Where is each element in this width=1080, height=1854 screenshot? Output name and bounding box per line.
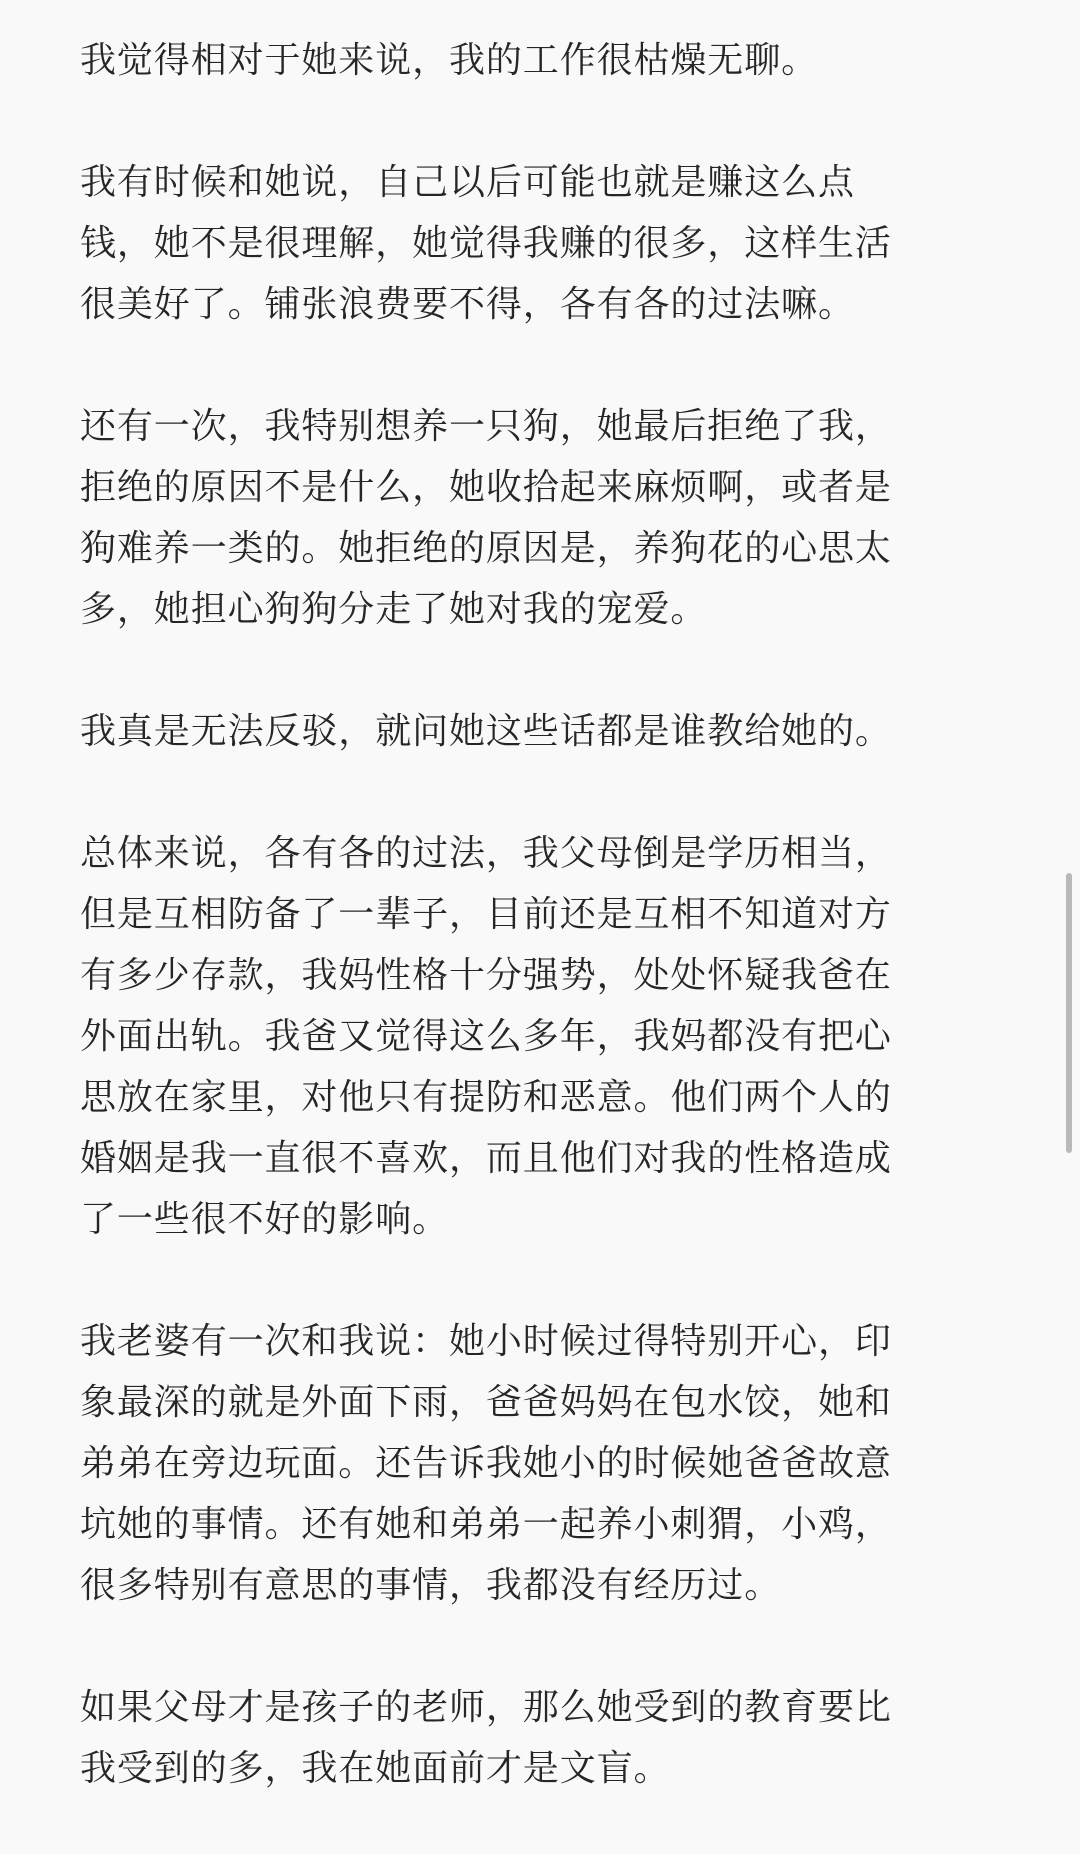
paragraph-earning-money: 我有时候和她说，自己以后可能也就是赚这么点 钱，她不是很理解，她觉得我赚的很多，这样生活 很美好了。铺张浪费要不得，各有各的过法嘛。 — [80, 162, 892, 325]
paragraph-dog: 还有一次，我特别想养一只狗，她最后拒绝了我， 拒绝的原因不是什么，她收拾起来麻烦啊，或者是 狗难养一类的。她拒绝的原因是，养狗花的心思太 多，她担心狗狗分走了她对我的宠爱。 — [80, 406, 892, 630]
scrollbar-thumb[interactable] — [1066, 873, 1072, 1153]
paragraph-wife-childhood: 我老婆有一次和我说：她小时候过得特别开心，印 象最深的就是外面下雨，爸爸妈妈在包水饺，她和 弟弟在旁边玩面。还告诉我她小的时候她爸爸故意 坑她的事情。还有她和弟弟一起养小刺猬，小鸡， 很多特别有意思的事情，我都没有经历过。 — [80, 1321, 892, 1606]
paragraph-work-boring: 我觉得相对于她来说，我的工作很枯燥无聊。 — [80, 40, 819, 81]
paragraph-parents-as-teachers: 如果父母才是孩子的老师，那么她受到的教育要比 我受到的多，我在她面前才是文盲。 — [80, 1687, 892, 1789]
article-body — [80, 30, 1010, 1799]
paragraph-cannot-refute: 我真是无法反驳，就问她这些话都是谁教给她的。 — [80, 711, 892, 752]
paragraph-parents: 总体来说，各有各的过法，我父母倒是学历相当， 但是互相防备了一辈子，目前还是互相不知道对方 有多少存款，我妈性格十分强势，处处怀疑我爸在 外面出轨。我爸又觉得这么多年，我妈都没有把心 思放在家里，对他只有提防和恶意。他们两个人的 婚姻是我一直很不喜欢，而且他们对我的性格造成 了一些很不好的影响。 — [80, 833, 892, 1240]
